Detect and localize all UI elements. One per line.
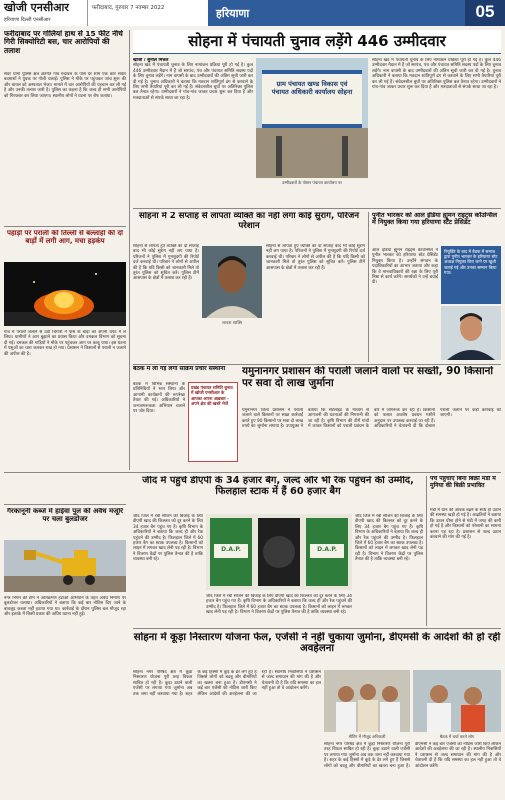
dap-body-mid: जींद जिले में रबी सीजन की बिजाई के लिए डीएपी खाद की किल्लत को दूर करने के लिए 34 हजार बैग पहुंच गए हैं। कृषि विभाग के अधिकारियों ने बताया कि जल्द ही और रैक पहुंचने की उम्मीद है। फिलहाल जिले में 60 हजार बैग का स्टाक उपलब्ध है। किसानों को लाइन में लगकर खाद लेनी पड़ रही है। विभाग ने वितरण केंद्रों पर पुलिस तैनात की है ताकि व्यवस्था बनी रहे।: [206, 594, 352, 616]
missing-photo-caption: लापता व्यक्ति: [222, 320, 242, 325]
dap-bag-label-right: D.A.P.: [317, 546, 337, 553]
garbage-headline-box: [133, 632, 501, 666]
meeting-body: बैठक में विभिन्न संस्थानों के प्रतिनिधियों ने भाग लिया और आगामी कार्यक्रमों की रूपरेखा तैयार की गई। अधिकारियों ने जनजागरूकता अभियान चलाने पर जोर दिया।: [133, 382, 185, 415]
missing-person-photo: [202, 246, 262, 318]
garbage-caption-1: मीटिंग में मौजूद अधिकारी: [348, 734, 386, 739]
lead-headline-box: [133, 30, 501, 54]
appoint-info-box: [441, 246, 501, 304]
brand-name: खोजी एनसीआर: [4, 1, 69, 14]
garbage-body-left: सोहना नगर परिषद क्षेत्र में कूड़ा निस्तारण योजना पूरी तरह विफल साबित हो रही है। कूड़ा उठाने वाली एजेंसी पर लगाया गया जुर्माना अब तक जमा नहीं करवाया गया है। शहर के कई हिस्सों में कूड़े के ढेर लगे हुए हैं जिससे लोगों को बदबू और बीमारियों का खतरा बना हुआ है। डीएमसी ने कई बार एजेंसी को नोटिस जारी किए लेकिन आदेशों की अवहेलना की जा रही है। स्थानीय निवासियों ने प्रशासन से जल्द समाधान की मांग की है और चेतावनी दी है कि यदि समस्या का हल नहीं हुआ तो वे आंदोलन करेंगे।: [133, 670, 321, 697]
garbage-headline: सोहना में कूड़ा निस्तारण योजना फेल, एजेंसी ने नहीं चुकाया जुर्माना, डीएमसी के आदेशों की हो रही अवहेलना: [133, 632, 501, 655]
dap-headline-box: [133, 476, 423, 510]
panchayat-sign: ग्राम पंचायत खण्ड विकास एवं पंचायत अधिकारी कार्यालय सोहना: [271, 80, 353, 96]
column-divider: [368, 212, 369, 362]
mandi-headline-box: [430, 476, 501, 506]
dap-bag-label-left: D.A.P.: [221, 546, 241, 553]
ad-text: प्रखंड पंचायत समिति चुनाव में खोजी एनसीआर के आपका अपना अख़बार - अपने क्षेत्र की खबरें भेजें: [191, 385, 233, 407]
story1-body: सदर थाना पुलिस क्षेत्र अंतर्गत गांव रुदावल के पास देर शाम एक कार सवार बदमाशों ने युवक पर गोली चलाई। पुलिस ने मौके पर पहुंचकर जांच शुरू की और घायल को अस्पताल भेजा। मामले में चार आरोपियों की पहचान कर ली गई है और उनकी तलाश जारी है। पुलिस का कहना है कि जल्द ही सभी आरोपियों को गिरफ्तार कर लिया जाएगा। स्थानीय लोगों ने घटना पर रोष जताया।: [4, 72, 126, 99]
dap-body-left: जींद जिले में रबी सीजन की बिजाई के लिए डीएपी खाद की किल्लत को दूर करने के लिए 34 हजार बैग पहुंच गए हैं। कृषि विभाग के अधिकारियों ने बताया कि जल्द ही और रैक पहुंचने की उम्मीद है। फिलहाल जिले में 60 हजार बैग का स्टाक उपलब्ध है। किसानों को लाइन में लगकर खाद लेनी पड़ रही है। विभाग ने वितरण केंद्रों पर पुलिस तैनात की है ताकि व्यवस्था बनी रहे।: [133, 514, 203, 563]
dap-body-right: जींद जिले में रबी सीजन की बिजाई के लिए डीएपी खाद की किल्लत को दूर करने के लिए 34 हजार बैग पहुंच गए हैं। कृषि विभाग के अधिकारियों ने बताया कि जल्द ही और रैक पहुंचने की उम्मीद है। फिलहाल जिले में 60 हजार बैग का स्टाक उपलब्ध है। किसानों को लाइन में लगकर खाद लेनी पड़ रही है। विभाग ने वितरण केंद्रों पर पुलिस तैनात की है ताकि व्यवस्था बनी रहे।: [355, 514, 423, 563]
missing-body-left: सोहना से लापता हुए व्यक्ति का दो सप्ताह बाद भी कोई सुराग नहीं लग पाया है। परिजनों ने पुलिस में गुमशुदगी की रिपोर्ट दर्ज करवाई थी। परिवार ने लोगों से अपील की है कि यदि किसी को जानकारी मिले तो तुरंत पुलिस को सूचित करें। पुलिस टीमें आसपास के क्षेत्रों में तलाश कर रही हैं।: [133, 244, 199, 282]
missing-headline: सोहना में 2 सप्ताह से लापता व्यक्ति का नहीं लगा कोई सुराग, परिजन परेशान: [138, 212, 360, 231]
meeting-headline: बैठक में ली गई लगा सक्रिय प्रचार संस्थानों: [133, 366, 226, 372]
yamuna-headline: यमुनानगर प्रशासन की पराली जलाने वालों पर सख्ती, 90 किसानों पर सवा दो लाख जुर्माना: [242, 366, 494, 389]
missing-headline-box: [133, 212, 365, 242]
divider: [4, 504, 126, 505]
yamuna-body: यमुनानगर जिला प्रशासन ने पराली जलाने वाले किसानों पर सख्त कार्रवाई करते हुए 90 किसानों पर सवा दो लाख रुपये का जुर्माना लगाया है। उपायुक्त ने बताया कि सैटेलाइट के माध्यम से आगजनी की घटनाओं की निगरानी की जा रही है। कृषि विभाग की टीमें गांवों में जाकर किसानों को पराली प्रबंधन के बारे में जागरूक कर रही हैं। किसानों को फसल अवशेष प्रबंधन मशीनें अनुदान पर उपलब्ध करवाई जा रही हैं। अधिकारियों ने चेतावनी दी कि दोबारा पराली जलाने पर कड़ी कार्रवाई की जाएगी।: [242, 408, 501, 430]
appoint-box-text: नियुक्ति के बाद में बैठक में समाज द्वारा पुनीत भारकर के हरियाणा स्टेट अध्यक्ष नियुक्त किए जाने पर खुशी जताई गई और उनका सम्मान किया गया।: [444, 249, 498, 275]
section-title: हरियाणा: [208, 0, 465, 26]
story3-headline: गैरकानूनी कब्जे में हाईवा पुल की अवैध मंजूरि पर चला बुलडोजर: [6, 508, 124, 523]
appointee-photo: [441, 306, 501, 360]
divider: [133, 628, 501, 629]
lead-headline: सोहना में पंचायती चुनाव लड़ेंगे 446 उम्मीदवार: [188, 32, 446, 50]
story3-body: नगर निगम की टीम ने अतिक्रमण हटाओ अभियान के तहत अवैध निर्माण पर बुलडोजर चलाया। अधिकारियों ने बताया कि कई बार नोटिस दिए जाने के बावजूद कब्जा नहीं हटाया गया था। कार्रवाई के दौरान पुलिस बल मौजूद रहा और इलाके में किसी प्रकार की अप्रिय घटना नहीं हुई।: [4, 596, 126, 618]
ad-box: [188, 382, 238, 462]
masthead: [0, 0, 505, 26]
dap-bags-photo: [206, 514, 352, 590]
divider: [4, 472, 501, 473]
story2-headline-box: [4, 230, 126, 260]
yamuna-headline-box: [242, 366, 501, 406]
garbage-caption-2: बैठक में चर्चा करते लोग: [439, 734, 475, 739]
date-line: फरीदाबाद, गुरुवार 7 नवम्बर 2022: [88, 0, 208, 26]
lead-body-left: [133, 58, 253, 206]
story3-headline-box: [4, 508, 126, 538]
story1-headline-box: [4, 30, 126, 70]
page-number: 05: [465, 0, 505, 26]
appoint-body: आल इंडिया ह्यूमन राइट्स कॉउन्सिल ने पुनीत भारकर को हरियाणा स्टेट प्रेसिडेंट नियुक्त किया है। उन्होंने संगठन के पदाधिकारियों का आभार जताया और कहा कि वे मानवाधिकारों की रक्षा के लिए पूरी निष्ठा से कार्य करेंगे। समर्थकों ने उन्हें बधाई दी।: [372, 248, 438, 286]
appoint-headline-box: [372, 212, 501, 246]
garbage-photo-2: [413, 670, 501, 732]
lead-photo-caption: उम्मीदवारों के पोस्टर पंचायत कार्यालय पर: [282, 180, 342, 185]
story2-body: गांव में पराली जलाने से उठी चिंगारी ने पास के बाड़ों को अपनी चपेट में ले लिया। ग्रामीणों ने आग बुझाने का प्रयास किया और दमकल विभाग को सूचना दी गई। दमकल की गाड़ियों ने मौके पर पहुंचकर आग पर काबू पाया। इस घटना में पशुओं का चारा जलकर राख हो गया। प्रशासन ने किसानों से पराली न जलाने की अपील की है।: [4, 330, 126, 357]
garbage-photo-1: [324, 670, 410, 732]
story2-headline: पहाड़ों पर पराली की तिल्ली से बल्लाहों की दो बाड़ों में लगी आग, मचा हड़कंप: [6, 230, 123, 245]
appoint-headline: पुनीत भारकर को आल इंडिया ह्यूमन राइट्स कॉउन्सिल में नियुक्त किया गया हरियाणा स्टेट प्रेसिडेंट: [372, 212, 498, 227]
mandi-headline: पंचे पहुंचाए बिना बिक्री मंडी में मुनिया की बिक्री प्रभावित: [430, 476, 496, 489]
divider: [4, 226, 126, 227]
mandi-body: मंडी में धान की आवक बढ़ने के साथ ही उठान की समस्या खड़ी हो गई है। आढ़तियों ने बताया कि उठान धीमा होने से मंडी में जगह की कमी हो गई है और किसानों को परेशानी का सामना करना पड़ रहा है। प्रशासन से जल्द उठान करवाने की मांग की गई है।: [430, 508, 501, 541]
lead-body: सोहना खंड में पंचायती चुनाव के लिए नामांकन प्रक्रिया पूरी हो गई है। कुल 446 उम्मीदवार मैदान में हैं जो सरपंच, पंच और पंचायत समिति सदस्य पदों के लिए चुनाव लड़ेंगे। नाम वापसी के बाद उम्मीदवारों की अंतिम सूची जारी कर दी गई है। चुनाव अधिकारी ने बताया कि मतदान शांतिपूर्ण ढंग से करवाने के लिए सभी तैयारियां पूरी कर ली गई हैं। संवेदनशील बूथों पर अतिरिक्त पुलिस बल तैनात रहेगा। उम्मीदवारों ने गांव-गांव जाकर प्रचार शुरू कर दिया है और मतदाताओं से संपर्क साधा जा रहा है।: [133, 63, 253, 101]
column-divider: [426, 476, 427, 626]
meeting-headline-box: [133, 366, 239, 380]
story1-headline: फरीदाबाद पर गोलियां हाथ से 15 फीट नीचे गिरी सिक्योरिटी बस, चार आरोपियों की तलाश: [4, 30, 123, 55]
fire-photo: [4, 262, 126, 326]
newspaper-logo: [0, 0, 88, 26]
divider: [133, 208, 501, 209]
missing-body-right: सोहना से लापता हुए व्यक्ति का दो सप्ताह बाद भी कोई सुराग नहीं लग पाया है। परिजनों ने पुलिस में गुमशुदगी की रिपोर्ट दर्ज करवाई थी। परिवार ने लोगों से अपील की है कि यदि किसी को जानकारी मिले तो तुरंत पुलिस को सूचित करें। पुलिस टीमें आसपास के क्षेत्रों में तलाश कर रही हैं।: [266, 244, 365, 271]
bulldozer-photo: [4, 540, 126, 592]
brand-subtitle: हरियाणा दिल्ली एनसीआर: [4, 17, 51, 23]
dap-headline: जींद में पहुंचे डीएपी के 34 हजार बैग, जल्द और भी रैक पहुंचने की उम्मीद, फिलहाल स्टाक में हैं 60 हजार बैग: [142, 476, 414, 497]
lead-byline: खोजी / सुनील मित्तल: [133, 58, 169, 63]
panchayat-office-photo: [256, 58, 368, 178]
lead-body-right: सोहना खंड में पंचायती चुनाव के लिए नामांकन प्रक्रिया पूरी हो गई है। कुल 446 उम्मीदवार मैदान में हैं जो सरपंच, पंच और पंचायत समिति सदस्य पदों के लिए चुनाव लड़ेंगे। नाम वापसी के बाद उम्मीदवारों की अंतिम सूची जारी कर दी गई है। चुनाव अधिकारी ने बताया कि मतदान शांतिपूर्ण ढंग से करवाने के लिए सभी तैयारियां पूरी कर ली गई हैं। संवेदनशील बूथों पर अतिरिक्त पुलिस बल तैनात रहेगा। उम्मीदवारों ने गांव-गांव जाकर प्रचार शुरू कर दिया है और मतदाताओं से संपर्क साधा जा रहा है।: [372, 58, 501, 91]
column-divider: [129, 30, 130, 470]
garbage-body-right: सोहना नगर परिषद क्षेत्र में कूड़ा निस्तारण योजना पूरी तरह विफल साबित हो रही है। कूड़ा उठाने वाली एजेंसी पर लगाया गया जुर्माना अब तक जमा नहीं करवाया गया है। शहर के कई हिस्सों में कूड़े के ढेर लगे हुए हैं जिससे लोगों को बदबू और बीमारियों का खतरा बना हुआ है। डीएमसी ने कई बार एजेंसी को नोटिस जारी किए लेकिन आदेशों की अवहेलना की जा रही है। स्थानीय निवासियों ने प्रशासन से जल्द समाधान की मांग की है और चेतावनी दी है कि यदि समस्या का हल नहीं हुआ तो वे आंदोलन करेंगे।: [324, 742, 501, 769]
divider: [133, 364, 501, 365]
